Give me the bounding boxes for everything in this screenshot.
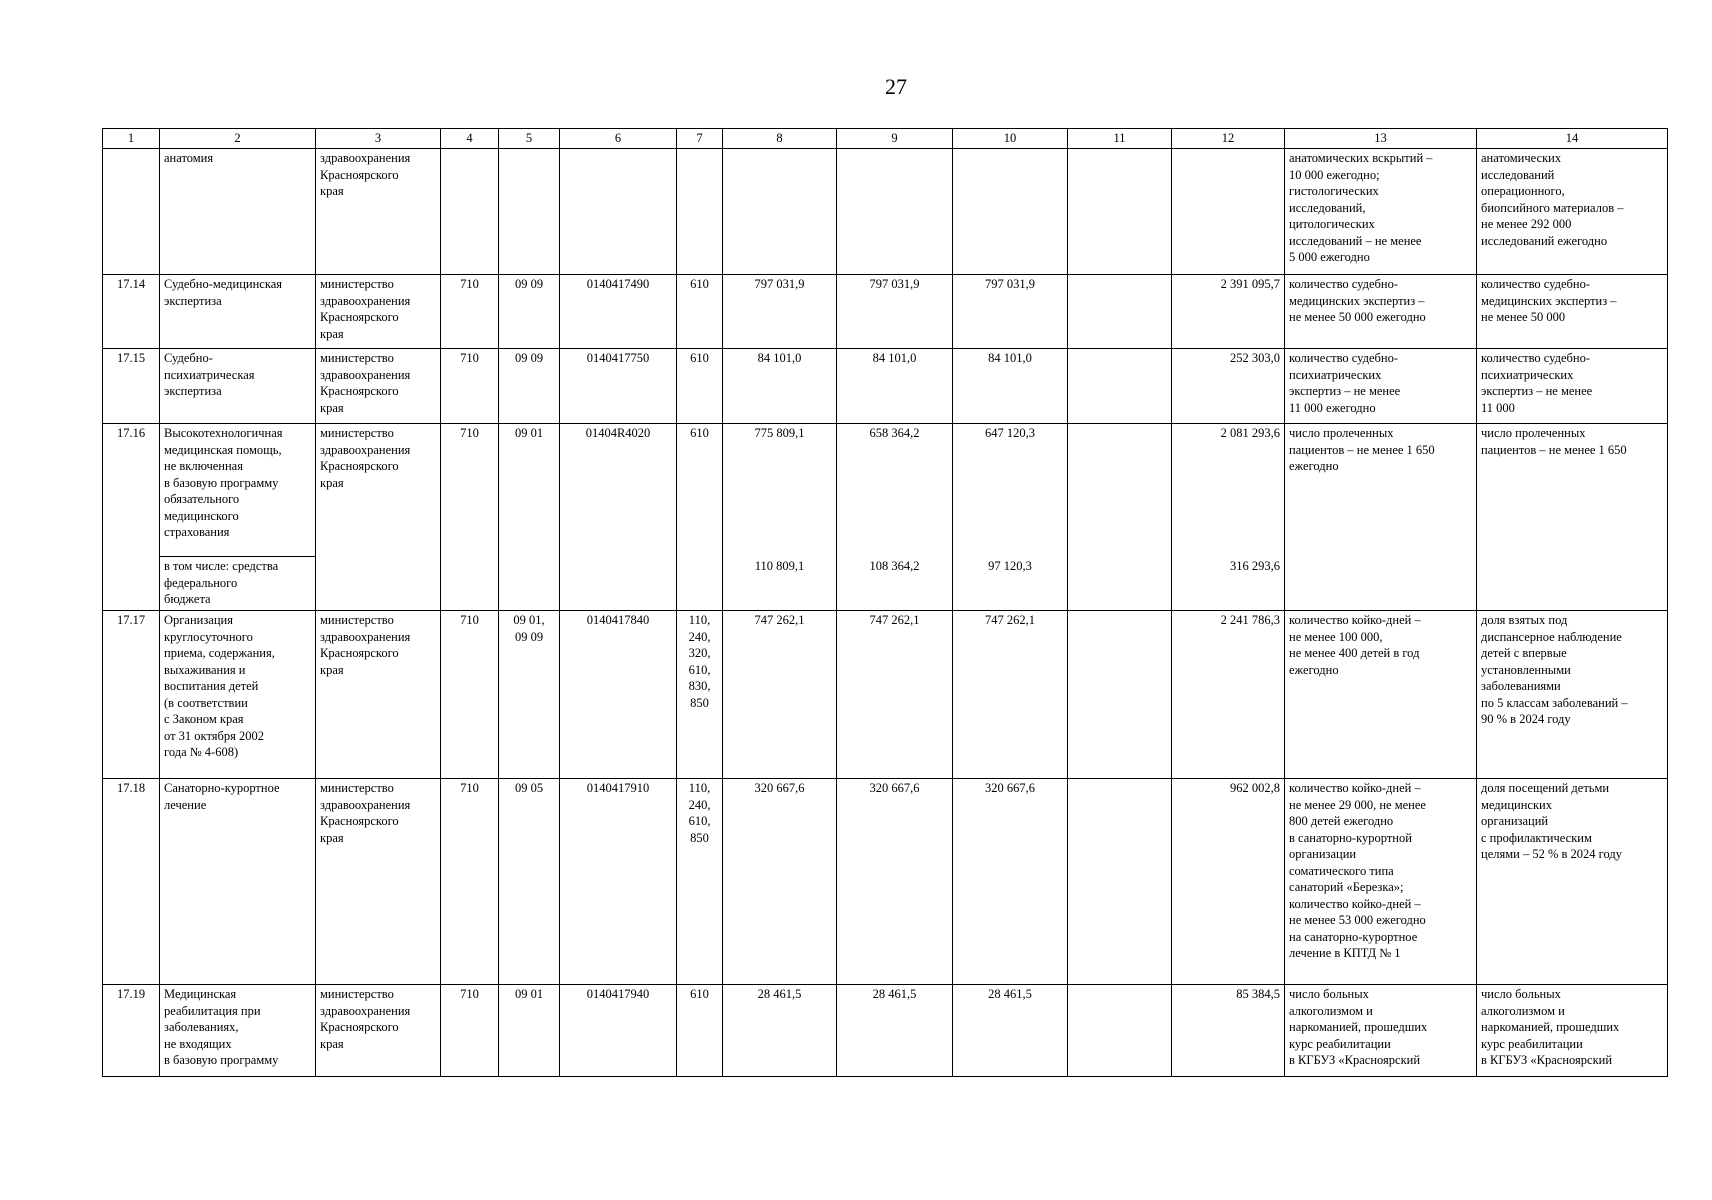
col-header: 8 xyxy=(723,129,837,149)
cell-result: количество судебно- медицинских экспертиз – не менее 50 000 xyxy=(1477,275,1668,349)
cell-grbs: 710 xyxy=(441,424,499,611)
header-row xyxy=(103,129,1668,149)
cell-rzpr: 09 09 xyxy=(499,349,560,424)
table-row xyxy=(103,985,1668,1077)
cell-result: доля посещений детьми медицинских организаций с профилактическим целями – 52 % в 2024 году xyxy=(1477,779,1668,985)
cell-year2: 28 461,5 xyxy=(837,985,953,1077)
cell-year1: 84 101,0 xyxy=(723,349,837,424)
cell-year1: 28 461,5 xyxy=(723,985,837,1077)
col-header: 13 xyxy=(1285,129,1477,149)
col-header: 3 xyxy=(316,129,441,149)
cell-csr: 01404R4020 xyxy=(560,424,677,611)
cell-year3: 28 461,5 xyxy=(953,985,1068,1077)
cell-num: 17.17 xyxy=(103,611,160,779)
cell-name: Судебно-медицинская экспертиза xyxy=(160,275,316,349)
cell-indicator: количество койко-дней – не менее 100 000, не менее 400 детей в год ежегодно xyxy=(1285,611,1477,779)
cell-year1: 320 667,6 xyxy=(723,779,837,985)
cell-total: 316 293,6 xyxy=(1172,557,1285,611)
cell-grbs: 710 xyxy=(441,611,499,779)
cell-num: 17.15 xyxy=(103,349,160,424)
cell-year2: 797 031,9 xyxy=(837,275,953,349)
cell-name-sub: в том числе: средства федерального бюджета xyxy=(160,557,316,611)
cell-result: доля взятых под диспансерное наблюдение детей с впервые установленными заболеваниями по 5 классам заболеваний – 90 % в 2024 году xyxy=(1477,611,1668,779)
cell-total: 85 384,5 xyxy=(1172,985,1285,1077)
cell-grbs: 710 xyxy=(441,779,499,985)
cell-col11 xyxy=(1068,557,1172,611)
cell-col11 xyxy=(1068,611,1172,779)
cell-executor: министерство здравоохранения Красноярского края xyxy=(316,349,441,424)
cell-name: Медицинская реабилитация при заболеваниях, не входящих в базовую программу xyxy=(160,985,316,1077)
cell-executor: министерство здравоохранения Красноярского края xyxy=(316,779,441,985)
cell-year1: 110 809,1 xyxy=(723,557,837,611)
cell-csr: 0140417940 xyxy=(560,985,677,1077)
cell-indicator: количество судебно- психиатрических экспертиз – не менее 11 000 ежегодно xyxy=(1285,349,1477,424)
col-header: 1 xyxy=(103,129,160,149)
cell-year3: 797 031,9 xyxy=(953,275,1068,349)
cell-rzpr: 09 09 xyxy=(499,275,560,349)
budget-table xyxy=(102,128,1668,1077)
cell-grbs: 710 xyxy=(441,275,499,349)
cell-vr: 610 xyxy=(677,424,723,611)
col-header: 14 xyxy=(1477,129,1668,149)
cell-result: число пролеченных пациентов – не менее 1 650 xyxy=(1477,424,1668,611)
cell-executor: здравоохранения Красноярского края xyxy=(316,149,441,275)
cell-total: 962 002,8 xyxy=(1172,779,1285,985)
col-header: 10 xyxy=(953,129,1068,149)
cell-indicator: количество судебно- медицинских экспертиз – не менее 50 000 ежегодно xyxy=(1285,275,1477,349)
cell-name: Судебно- психиатрическая экспертиза xyxy=(160,349,316,424)
cell-col11 xyxy=(1068,985,1172,1077)
cell-rzpr: 09 01 xyxy=(499,424,560,611)
table-row xyxy=(103,779,1668,985)
cell-col11 xyxy=(1068,779,1172,985)
cell-col11 xyxy=(1068,349,1172,424)
cell-col11 xyxy=(1068,275,1172,349)
col-header: 7 xyxy=(677,129,723,149)
cell-rzpr: 09 05 xyxy=(499,779,560,985)
cell-name: Санаторно-курортное лечение xyxy=(160,779,316,985)
col-header: 9 xyxy=(837,129,953,149)
cell-executor: министерство здравоохранения Красноярского края xyxy=(316,275,441,349)
cell-vr: 610 xyxy=(677,349,723,424)
cell-csr: 0140417490 xyxy=(560,275,677,349)
cell-total: 2 241 786,3 xyxy=(1172,611,1285,779)
cell-csr: 0140417840 xyxy=(560,611,677,779)
page-number: 27 xyxy=(885,74,907,99)
cell-year3: 320 667,6 xyxy=(953,779,1068,985)
cell-indicator: анатомических вскрытий – 10 000 ежегодно; гистологических исследований, цитологических исследований – не менее 5 000 ежегодно xyxy=(1285,149,1477,275)
cell-year2: 108 364,2 xyxy=(837,557,953,611)
cell-vr: 610 xyxy=(677,985,723,1077)
cell-executor: министерство здравоохранения Красноярского края xyxy=(316,611,441,779)
cell-year3: 647 120,3 xyxy=(953,424,1068,557)
cell-year3: 84 101,0 xyxy=(953,349,1068,424)
cell-num: 17.19 xyxy=(103,985,160,1077)
cell-indicator: число больных алкоголизмом и наркоманией, прошедших курс реабилитации в КГБУЗ «Красноярский xyxy=(1285,985,1477,1077)
col-header: 2 xyxy=(160,129,316,149)
cell-year1: 797 031,9 xyxy=(723,275,837,349)
cell-vr: 110, 240, 610, 850 xyxy=(677,779,723,985)
cell-year1: 747 262,1 xyxy=(723,611,837,779)
cell-vr: 110, 240, 320, 610, 830, 850 xyxy=(677,611,723,779)
cell-year3: 97 120,3 xyxy=(953,557,1068,611)
cell-total: 2 391 095,7 xyxy=(1172,275,1285,349)
cell-year2: 320 667,6 xyxy=(837,779,953,985)
cell-grbs: 710 xyxy=(441,349,499,424)
cell-col11 xyxy=(1068,424,1172,557)
cell-num: 17.16 xyxy=(103,424,160,611)
col-header: 5 xyxy=(499,129,560,149)
cell-result: число больных алкоголизмом и наркоманией, прошедших курс реабилитации в КГБУЗ «Красноярский xyxy=(1477,985,1668,1077)
cell-total: 2 081 293,6 xyxy=(1172,424,1285,557)
table-row xyxy=(103,349,1668,424)
cell-year2: 747 262,1 xyxy=(837,611,953,779)
cell-name: Организация круглосуточного приема, содержания, выхаживания и воспитания детей (в соответствии с Законом края от 31 октября 2002 года № 4-608) xyxy=(160,611,316,779)
cell-rzpr: 09 01, 09 09 xyxy=(499,611,560,779)
cell-executor: министерство здравоохранения Красноярского края xyxy=(316,424,441,611)
cell-rzpr: 09 01 xyxy=(499,985,560,1077)
cell-indicator: количество койко-дней – не менее 29 000, не менее 800 детей ежегодно в санаторно-курортной организации соматического типа санаторий «Березка»; количество койко-дней – не менее 53 000 ежегодно на санаторно-курортное лечение в КПТД № 1 xyxy=(1285,779,1477,985)
table-row xyxy=(103,149,1668,275)
cell-csr: 0140417750 xyxy=(560,349,677,424)
col-header: 4 xyxy=(441,129,499,149)
cell-name: Высокотехнологичная медицинская помощь, не включенная в базовую программу обязательного медицинского страхования xyxy=(160,424,316,557)
col-header: 12 xyxy=(1172,129,1285,149)
cell-year2: 658 364,2 xyxy=(837,424,953,557)
cell-result: анатомических исследований операционного, биопсийного материалов – не менее 292 000 исследований ежегодно xyxy=(1477,149,1668,275)
table-row xyxy=(103,611,1668,779)
cell-grbs: 710 xyxy=(441,985,499,1077)
cell-year2: 84 101,0 xyxy=(837,349,953,424)
table-row xyxy=(103,424,1668,557)
cell-num: 17.14 xyxy=(103,275,160,349)
cell-year3: 747 262,1 xyxy=(953,611,1068,779)
cell-year1: 775 809,1 xyxy=(723,424,837,557)
cell-indicator: число пролеченных пациентов – не менее 1 650 ежегодно xyxy=(1285,424,1477,611)
cell-executor: министерство здравоохранения Красноярского края xyxy=(316,985,441,1077)
col-header: 11 xyxy=(1068,129,1172,149)
col-header: 6 xyxy=(560,129,677,149)
cell-num xyxy=(103,149,160,275)
cell-name: анатомия xyxy=(160,149,316,275)
cell-total: 252 303,0 xyxy=(1172,349,1285,424)
cell-num: 17.18 xyxy=(103,779,160,985)
cell-csr: 0140417910 xyxy=(560,779,677,985)
cell-result: количество судебно- психиатрических экспертиз – не менее 11 000 xyxy=(1477,349,1668,424)
table-row xyxy=(103,275,1668,349)
cell-vr: 610 xyxy=(677,275,723,349)
